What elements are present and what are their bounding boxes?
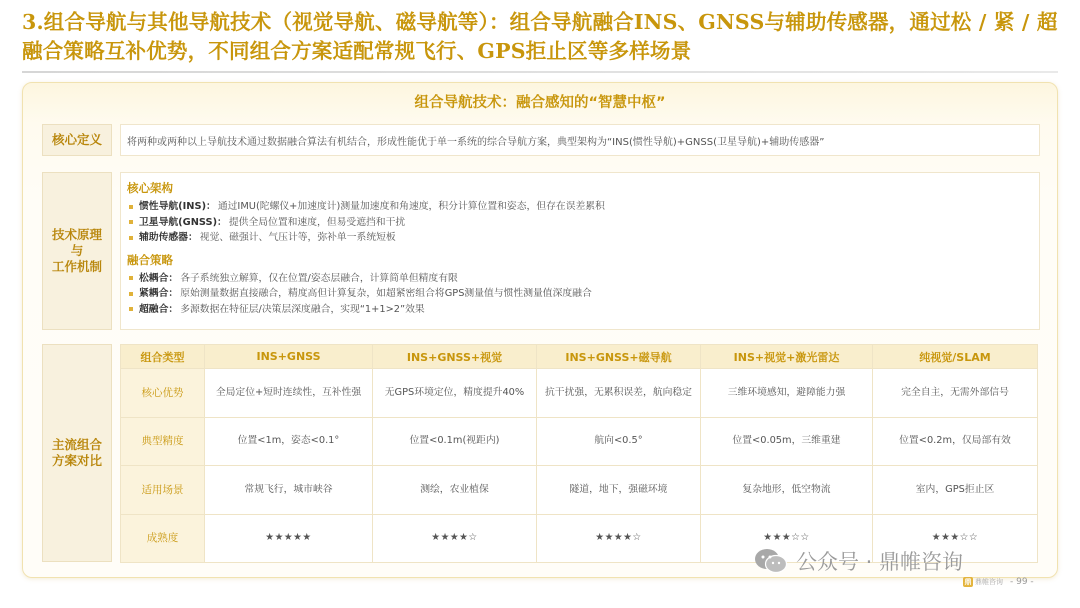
list-item — [127, 302, 1033, 318]
table-cell: 复杂地形，低空物流 — [701, 466, 873, 515]
row-header: 典型精度 — [121, 417, 205, 466]
mechanism-label-line-2: 与 — [70, 243, 84, 258]
item-text: 各子系统独立解算，仅在位置/姿态层融合，计算简单但精度有限 — [180, 272, 458, 284]
table-cell: 无GPS环境定位，精度提升40% — [373, 369, 537, 418]
column-header: 组合类型 — [121, 345, 205, 369]
item-key: 松耦合： — [139, 272, 179, 284]
list-item — [127, 199, 1033, 215]
mechanism-content — [120, 172, 1040, 330]
table-cell: 位置<0.2m，仅局部有效 — [873, 417, 1038, 466]
mechanism-label — [42, 172, 112, 330]
item-key: 超融合： — [139, 303, 179, 315]
comparison-label — [42, 344, 112, 562]
definition-text — [120, 124, 1040, 156]
item-text: 提供全局位置和速度，但易受遮挡和干扰 — [228, 216, 406, 228]
definition-label: 核心定义 — [42, 124, 112, 156]
table-row — [121, 369, 1038, 418]
column-header: INS+GNSS — [205, 345, 373, 369]
item-key: 卫星导航(GNSS)： — [139, 216, 227, 228]
item-text: 原始测量数据直接融合，精度高但计算复杂，如超紧密组合将GPS测量值与惯性测量值深度融合 — [180, 288, 592, 299]
list-item — [127, 215, 1033, 231]
list-item — [127, 230, 1033, 246]
table-cell: 室内，GPS拒止区 — [873, 466, 1038, 515]
table-cell: 三维环境感知，避障能力强 — [701, 369, 873, 418]
bullet-icon — [129, 205, 133, 209]
maturity-rating: ★★★☆☆ — [873, 514, 1038, 563]
table-cell: 完全自主，无需外部信号 — [873, 369, 1038, 418]
bullet-icon — [129, 292, 133, 296]
column-header: INS+GNSS+磁导航 — [537, 345, 701, 369]
table-cell: 抗干扰强，无累积误差，航向稳定 — [537, 369, 701, 418]
bullet-icon — [129, 307, 133, 311]
comparison-label-line-1: 主流组合 — [51, 437, 102, 452]
table-row — [121, 417, 1038, 466]
item-text: 视觉、磁强计、气压计等，弥补单一系统短板 — [199, 232, 396, 243]
item-text: 多源数据在特征层/决策层深度融合，实现“1+1>2”效果 — [180, 303, 425, 315]
definition-text-content: 将两种或两种以上导航技术通过数据融合算法有机结合，形成性能优于单一系统的综合导航方案，典型架构为“INS(惯性导航)+GNSS(卫星导航)+辅助传感器” — [127, 136, 825, 148]
item-key: 惯性导航(INS)： — [139, 201, 216, 212]
table-row — [121, 466, 1038, 515]
table-cell: 航向<0.5° — [537, 417, 701, 466]
table-header-row — [121, 345, 1038, 369]
maturity-rating: ★★★★☆ — [373, 514, 537, 563]
row-header: 适用场景 — [121, 466, 205, 515]
item-key: 紧耦合： — [139, 288, 179, 299]
architecture-heading: 核心架构 — [127, 181, 173, 195]
table-cell: 隧道，地下，强磁环境 — [537, 466, 701, 515]
table-cell: 测绘，农业植保 — [373, 466, 537, 515]
comparison-table — [120, 344, 1038, 563]
item-text: 通过IMU(陀螺仪+加速度计)测量加速度和角速度，积分计算位置和姿态，但存在误差累积 — [217, 201, 605, 212]
list-item — [127, 286, 1033, 302]
page-number: - 99 - — [1010, 577, 1034, 587]
mechanism-label-line-1: 技术原理 — [51, 227, 102, 242]
table-cell: 位置<0.1m(视距内) — [373, 417, 537, 466]
table-cell: 常规飞行，城市峡谷 — [205, 466, 373, 515]
architecture-list — [127, 199, 1033, 246]
logo-mark-icon: 鼎 — [964, 577, 972, 586]
maturity-rating: ★★★☆☆ — [701, 514, 873, 563]
column-header: INS+视觉+激光雷达 — [701, 345, 873, 369]
mechanism-label-line-3: 工作机制 — [51, 259, 102, 274]
list-item — [127, 271, 1033, 287]
column-header: INS+GNSS+视觉 — [373, 345, 537, 369]
maturity-rating: ★★★★★ — [205, 514, 373, 563]
table-cell: 位置<0.05m，三维重建 — [701, 417, 873, 466]
strategy-list — [127, 271, 1033, 318]
column-header: 纯视觉/SLAM — [873, 345, 1038, 369]
comparison-label-line-2: 方案对比 — [51, 453, 102, 468]
bullet-icon — [129, 236, 133, 240]
maturity-rating: ★★★★☆ — [537, 514, 701, 563]
wechat-watermark — [754, 546, 963, 576]
bullet-icon — [129, 220, 133, 224]
strategy-heading: 融合策略 — [127, 252, 173, 267]
row-header: 成熟度 — [121, 514, 205, 563]
logo-text: 鼎帷咨询 — [975, 577, 1003, 586]
item-key: 辅助传感器： — [139, 232, 198, 243]
panel-title: 组合导航技术：融合感知的“智慧中枢” — [414, 95, 666, 111]
table-cell: 位置<1m，姿态<0.1° — [205, 417, 373, 466]
title-divider — [22, 71, 1058, 73]
table-cell: 全局定位+短时连续性，互补性强 — [205, 369, 373, 418]
company-logo — [960, 574, 1006, 589]
watermark-text: 公众号 · 鼎帷咨询 — [796, 550, 964, 574]
wechat-icon — [754, 548, 788, 574]
bullet-icon — [129, 276, 133, 280]
slide-title: 3.组合导航与其他导航技术（视觉导航、磁导航等）：组合导航融合INS、GNSS与辅助传感器，通过松 / 紧 / 超融合策略互补优势，不同组合方案适配常规飞行、GPS拒止区等多样场景 — [22, 10, 1058, 63]
row-header: 核心优势 — [121, 369, 205, 418]
